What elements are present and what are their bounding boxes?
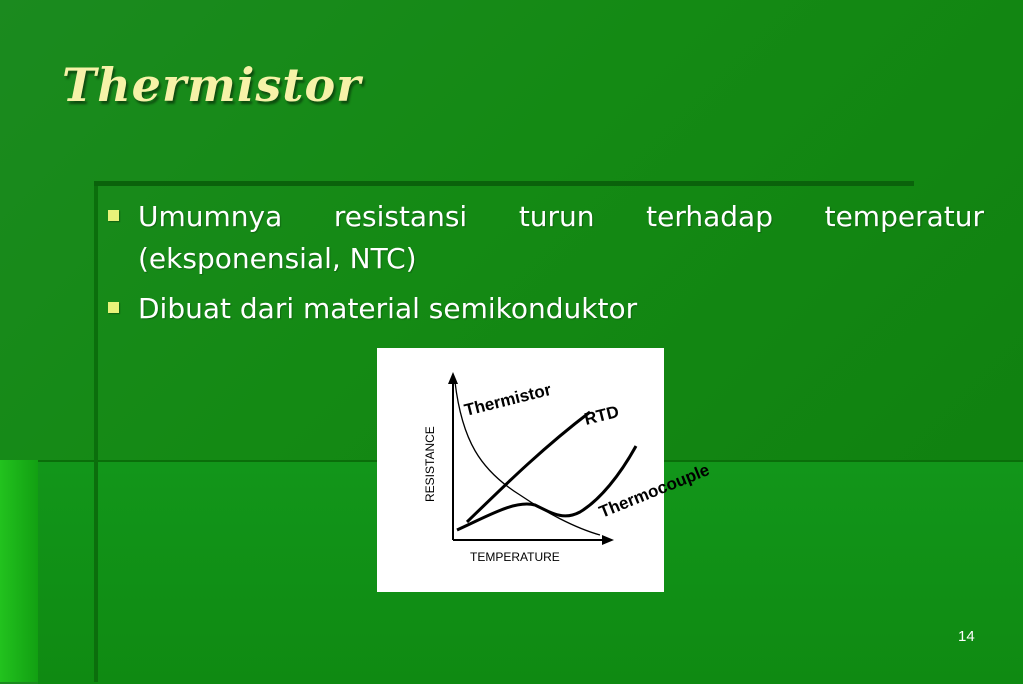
y-axis-label: RESISTANCE: [423, 426, 437, 502]
background-vertical-rule: [94, 183, 98, 682]
background-horizontal-rule: [94, 181, 914, 186]
x-axis-label: TEMPERATURE: [470, 550, 560, 564]
page-number: 14: [958, 628, 975, 645]
thermocouple-label: Thermocouple: [596, 460, 713, 522]
slide-title: Thermistor: [62, 58, 362, 112]
bullet-text: Umumnya resistansi turun terhadap temperatur (eksponensial, NTC): [138, 200, 984, 275]
square-bullet-icon: [108, 302, 119, 313]
bullet-text: Dibuat dari material semikonduktor: [138, 292, 638, 325]
bullet-item: [106, 288, 984, 330]
rtd-label: RTD: [582, 401, 621, 429]
bullet-item: [106, 196, 984, 280]
thermistor-label: Thermistor: [462, 379, 554, 420]
square-bullet-icon: [108, 210, 119, 221]
bullet-list: [106, 196, 984, 338]
figure-image: [377, 348, 664, 592]
background-left-bar: [0, 460, 38, 682]
